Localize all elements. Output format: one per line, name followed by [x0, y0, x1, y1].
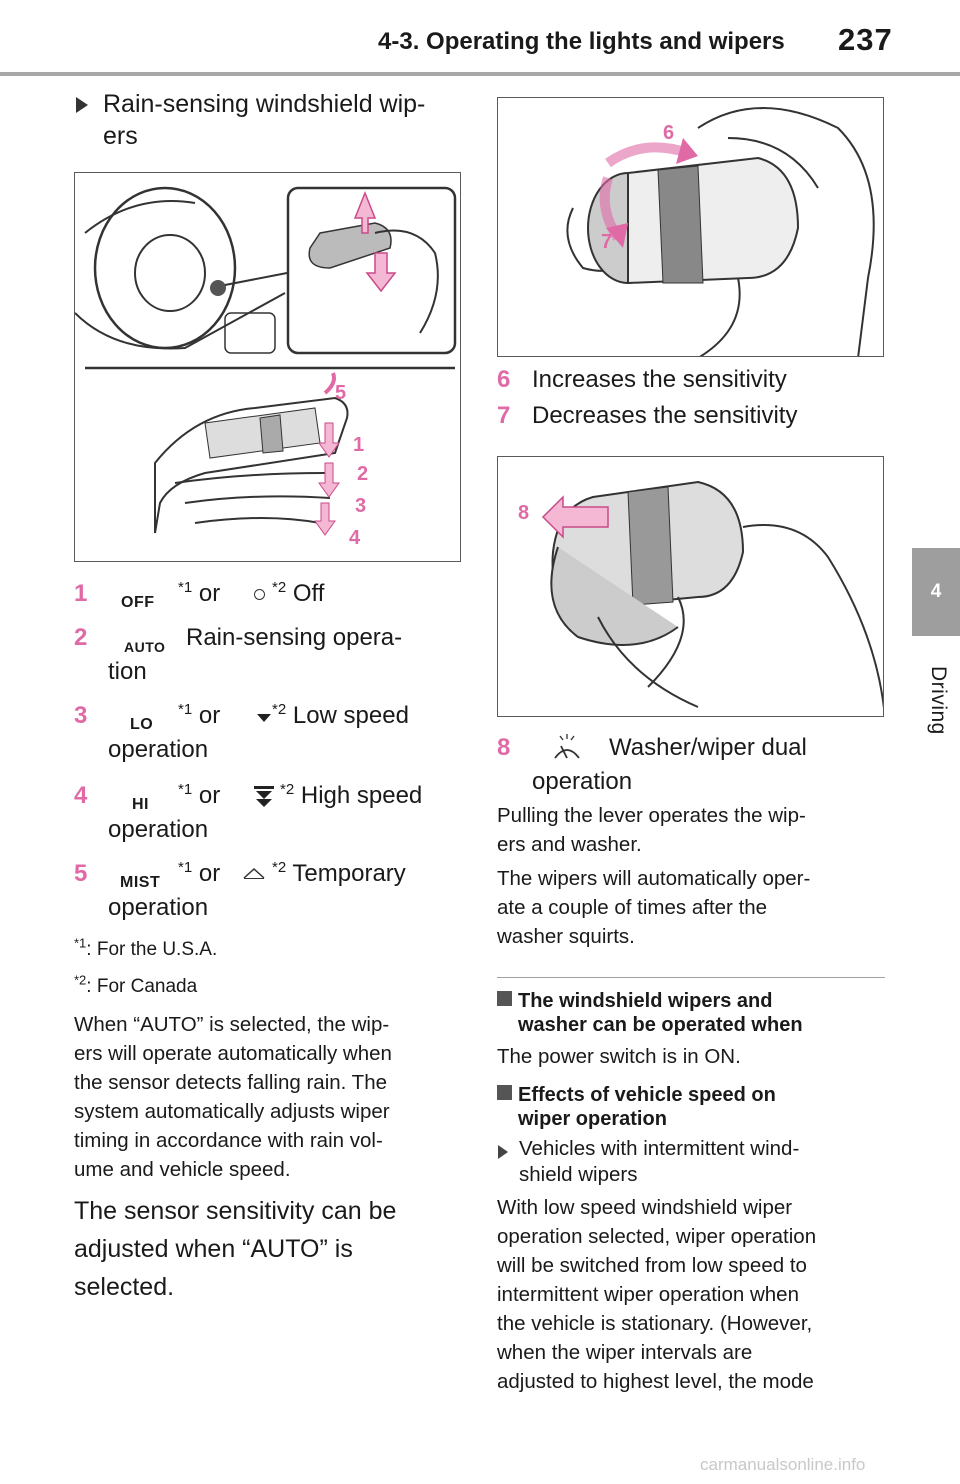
washer-wiper-icon	[551, 732, 583, 762]
para-line: the vehicle is stationary. (However,	[497, 1312, 813, 1335]
para-line: selected.	[74, 1273, 175, 1301]
list-item	[74, 858, 474, 921]
footnote-ref: *2	[272, 859, 287, 876]
para-line: When “AUTO” is selected, the wip-	[74, 1013, 390, 1036]
item-text: Increases the sensitivity	[532, 366, 787, 393]
bullet-arrow-icon	[76, 97, 88, 113]
item-text: High speed	[300, 782, 423, 809]
off-symbol: OFF	[121, 594, 155, 611]
list-item	[497, 364, 897, 396]
sensitivity-illustration	[498, 98, 884, 357]
page-number: 237	[838, 22, 893, 57]
or-word: or	[198, 860, 221, 887]
item-text-cont: tion	[108, 658, 147, 685]
list-item	[74, 578, 474, 610]
footnote-ref: *1	[178, 579, 193, 596]
triangle-down-icon	[257, 714, 271, 722]
para-line: Pulling the lever operates the wip-	[497, 804, 806, 827]
para-line: ate a couple of times after the	[497, 896, 768, 919]
subsection-heading-cont: ers	[103, 122, 138, 150]
item-text-cont: operation	[108, 816, 209, 843]
or-word: or	[198, 580, 221, 607]
section-heading	[497, 1083, 776, 1131]
fig-label-2: 2	[357, 463, 369, 485]
para-line: system automatically adjusts wiper	[74, 1100, 390, 1123]
para-line: washer squirts.	[497, 925, 635, 948]
wiper-lever-figure	[74, 172, 461, 562]
item-number: 6	[497, 366, 511, 393]
item-text-cont: operation	[108, 894, 209, 921]
item-text: Temporary	[292, 860, 406, 887]
item-number: 2	[74, 624, 88, 651]
sub-line: shield wipers	[519, 1163, 638, 1186]
auto-operate-paragraph	[497, 864, 897, 951]
auto-symbol: AUTO	[124, 639, 166, 655]
double-triangle-down-icon	[254, 786, 274, 808]
chapter-label: Driving	[927, 666, 950, 735]
footnote-ref: *1	[178, 701, 193, 718]
speed-paragraph	[497, 1193, 897, 1396]
fig-label-8: 8	[518, 502, 530, 524]
bullet-arrow-icon	[498, 1145, 508, 1159]
mist-symbol: MIST	[120, 874, 161, 891]
chevron-up-icon	[242, 866, 266, 880]
lo-symbol: LO	[130, 716, 154, 733]
item-number: 4	[74, 782, 88, 809]
fig-label-5: 5	[335, 382, 347, 404]
square-bullet-icon	[497, 1085, 512, 1100]
para-line: The sensor sensitivity can be	[74, 1197, 397, 1225]
heading-line: wiper operation	[518, 1108, 667, 1130]
para-line: operation selected, wiper operation	[497, 1225, 817, 1248]
para-line: With low speed windshield wiper	[497, 1196, 793, 1219]
item-text: Washer/wiper dual	[609, 734, 807, 761]
section-heading	[497, 989, 803, 1037]
off-circle-icon	[254, 589, 265, 600]
list-item	[497, 400, 897, 432]
wiper-lever-illustration	[75, 173, 461, 562]
list-item	[497, 732, 897, 795]
footnote-ref: *1	[178, 781, 193, 798]
para-line: intermittent wiper operation when	[497, 1283, 799, 1306]
item-number: 7	[497, 402, 511, 429]
item-text: Low speed	[292, 702, 409, 729]
list-item	[74, 622, 474, 685]
item-number: 3	[74, 702, 88, 729]
para-line: adjusted to highest level, the mode	[497, 1370, 814, 1393]
washer-figure	[497, 456, 884, 717]
para-line: the sensor detects falling rain. The	[74, 1071, 387, 1094]
steering-wheel-shape	[95, 188, 235, 348]
footnote-ref: *2	[280, 781, 295, 798]
or-word: or	[198, 702, 221, 729]
footnote-ref: *1	[178, 859, 193, 876]
list-item	[74, 780, 474, 843]
heading-line: The windshield wipers and	[518, 990, 773, 1012]
sub-heading	[519, 1136, 799, 1188]
para-line: ume and vehicle speed.	[74, 1158, 291, 1181]
item-text-cont: operation	[108, 736, 209, 763]
auto-paragraph	[74, 1010, 474, 1184]
fig-label-4: 4	[349, 527, 361, 549]
para-line: when the wiper intervals are	[497, 1341, 753, 1364]
footnote-text: : For the U.S.A.	[86, 939, 218, 960]
para-line: adjusted when “AUTO” is	[74, 1235, 353, 1263]
list-item	[74, 700, 474, 763]
fig-label-1: 1	[353, 434, 365, 456]
para-line: The wipers will automatically oper-	[497, 867, 811, 890]
square-bullet-icon	[497, 991, 512, 1006]
fig-label-6: 6	[663, 122, 675, 144]
fig-label-7: 7	[601, 231, 613, 253]
or-word: or	[198, 782, 221, 809]
item-number: 8	[497, 734, 511, 761]
item-text: Off	[292, 580, 325, 607]
footnote-mark: *2	[74, 972, 87, 988]
footnote-us	[74, 935, 217, 964]
power-paragraph: The power switch is in ON.	[497, 1045, 741, 1068]
section-divider	[497, 977, 885, 978]
item-number: 1	[74, 580, 88, 607]
footnote-canada	[74, 972, 197, 1001]
header-divider	[0, 72, 960, 76]
item-text: Decreases the sensitivity	[532, 402, 798, 429]
hi-symbol: HI	[132, 796, 149, 813]
item-text-cont: operation	[532, 768, 633, 795]
para-line: ers and washer.	[497, 833, 642, 856]
footnote-mark: *1	[74, 935, 87, 951]
para-line: timing in accordance with rain vol-	[74, 1129, 383, 1152]
para-line: ers will operate automatically when	[74, 1042, 392, 1065]
subsection-heading: Rain-sensing windshield wip-	[103, 90, 426, 118]
footnote-ref: *2	[272, 579, 287, 596]
watermark: carmanualsonline.info	[700, 1455, 866, 1474]
footnote-text: : For Canada	[86, 976, 198, 997]
heading-line: Effects of vehicle speed on	[518, 1084, 776, 1106]
item-text: Rain-sensing opera-	[186, 624, 403, 651]
para-line: will be switched from low speed to	[497, 1254, 807, 1277]
section-title: 4-3. Operating the lights and wipers	[378, 28, 785, 55]
chapter-tab[interactable]: 4	[912, 548, 960, 636]
pull-paragraph	[497, 801, 897, 859]
washer-illustration	[498, 457, 884, 717]
footnote-ref: *2	[272, 701, 287, 718]
heading-line: washer can be operated when	[518, 1014, 803, 1036]
sub-line: Vehicles with intermittent wind-	[519, 1137, 800, 1160]
sensitivity-statement	[74, 1192, 474, 1306]
fig-label-3: 3	[355, 495, 367, 517]
item-number: 5	[74, 860, 88, 887]
sensitivity-figure	[497, 97, 884, 357]
